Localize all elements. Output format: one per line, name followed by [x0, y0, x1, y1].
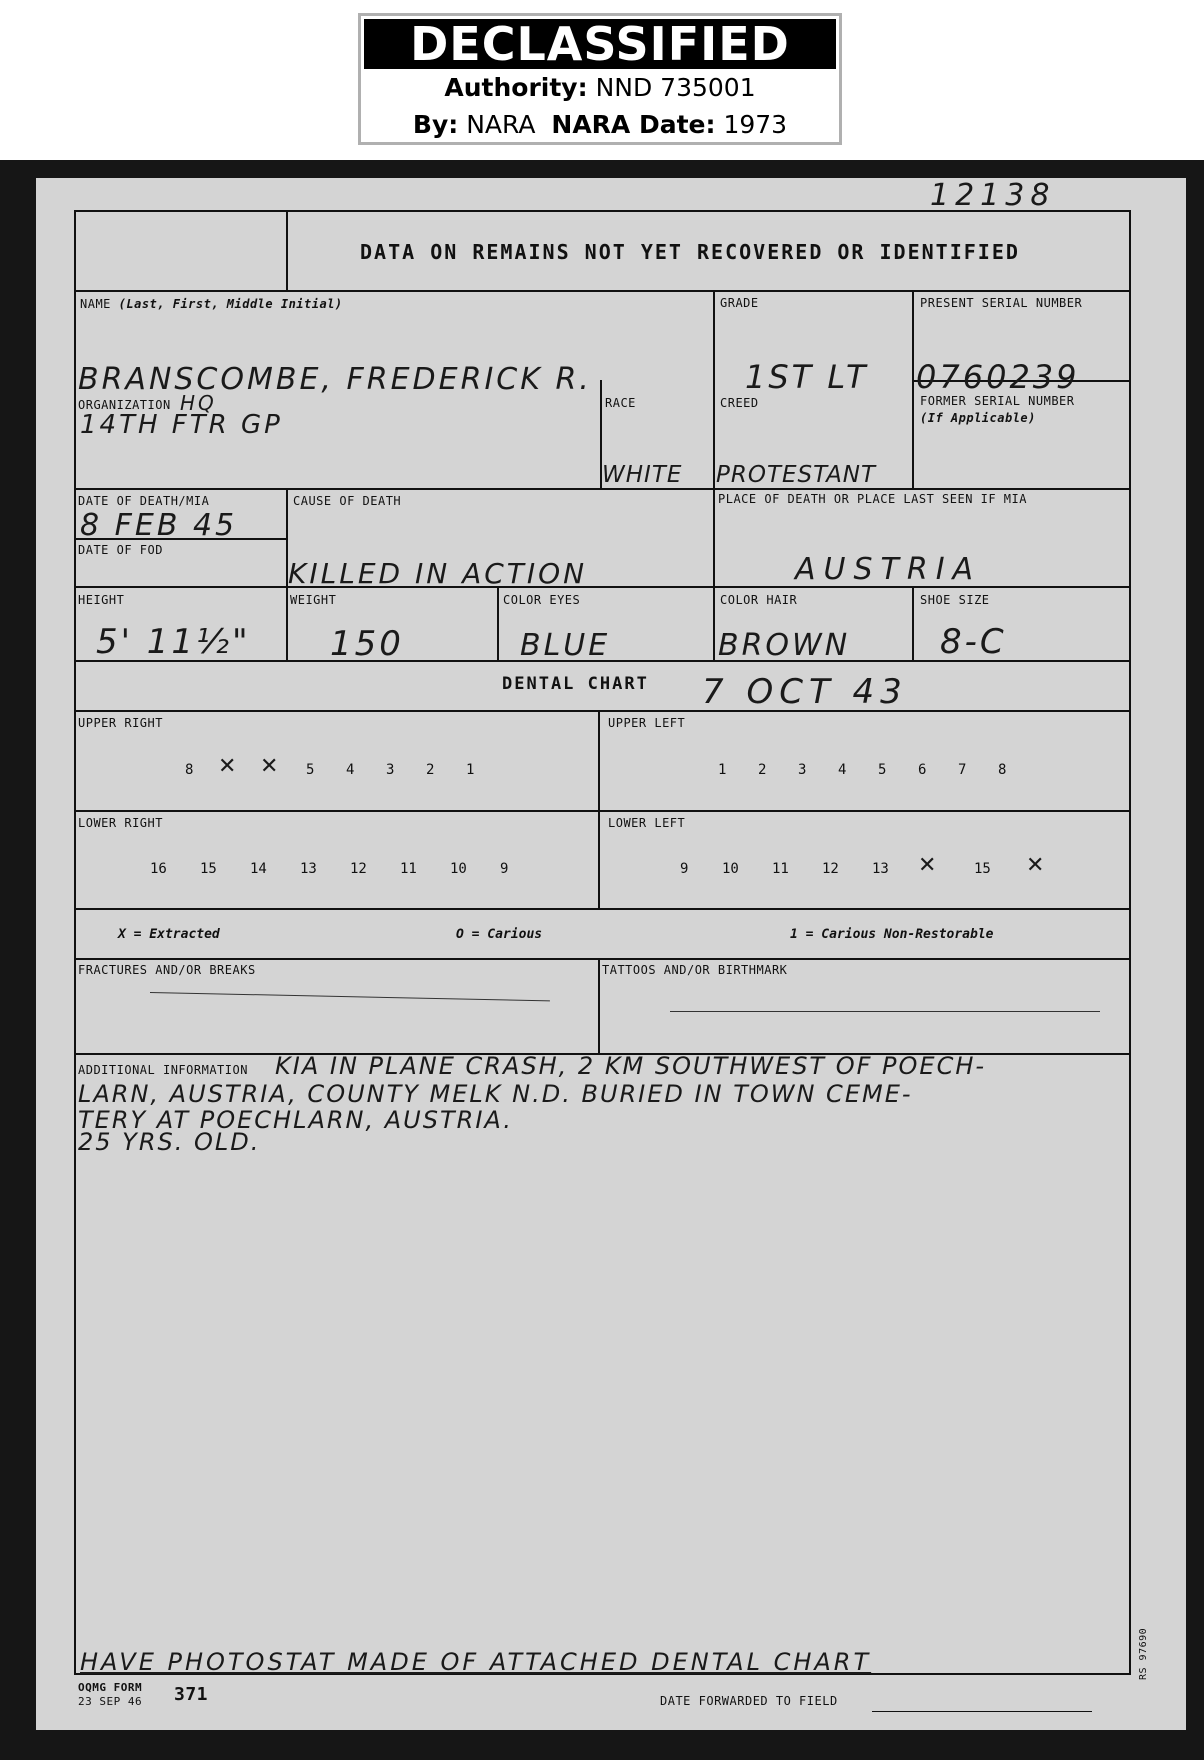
shoe-size-label: SHOE SIZE — [920, 593, 990, 607]
stamp-date-value: 1973 — [723, 110, 788, 139]
place-of-death-value: AUSTRIA — [795, 552, 982, 587]
form-number-label: OQMG FORM — [78, 1681, 143, 1694]
serial-value: 0760239 — [916, 358, 1080, 396]
tooth-number: 10 — [722, 861, 739, 877]
legend-extracted: X = Extracted — [118, 927, 220, 942]
additional-info-line: TERY AT POECHLARN, AUSTRIA. — [78, 1106, 513, 1134]
tooth-number: 12 — [350, 861, 367, 877]
stamp-by-value: NARA — [466, 110, 536, 139]
upper-left-label: UPPER LEFT — [608, 716, 686, 730]
additional-info-label: ADDITIONAL INFORMATION — [78, 1063, 248, 1077]
rule — [912, 290, 914, 488]
creed-value: PROTESTANT — [716, 462, 877, 488]
hair-value: BROWN — [718, 628, 851, 663]
legend-carious: O = Carious — [456, 927, 543, 942]
rule — [74, 710, 1131, 712]
stamp-authority — [361, 69, 839, 106]
color-eyes-label: COLOR EYES — [503, 593, 581, 607]
rule — [74, 908, 1131, 910]
tooth-number: 4 — [346, 762, 355, 778]
tooth-number: 13 — [872, 861, 889, 877]
tooth-number: 8 — [185, 762, 194, 778]
tooth-number: 4 — [838, 762, 847, 778]
former-serial-label: FORMER SERIAL NUMBER — [920, 394, 1075, 408]
tooth-number: 5 — [306, 762, 315, 778]
present-serial-label: PRESENT SERIAL NUMBER — [920, 296, 1083, 310]
rule — [598, 958, 600, 1053]
organization-label: ORGANIZATION — [78, 398, 171, 412]
tooth-number: 2 — [758, 762, 767, 778]
tooth-number: 1 — [466, 762, 475, 778]
tooth-number: 6 — [918, 762, 927, 778]
tooth-number: 3 — [386, 762, 395, 778]
rule — [74, 958, 1131, 960]
name-value: BRANSCOMBE, FREDERICK R. — [78, 362, 592, 397]
weight-label: WEIGHT — [290, 593, 337, 607]
form-title: DATA ON REMAINS NOT YET RECOVERED OR IDENTIFIED — [360, 240, 1020, 264]
stamp-authority-label: Authority: — [444, 73, 588, 102]
lower-right-label: LOWER RIGHT — [78, 816, 163, 830]
stamp-by-line — [361, 106, 839, 143]
legend-non-restorable: 1 = Carious Non-Restorable — [790, 927, 994, 942]
extracted-mark-icon: ✕ — [918, 853, 937, 878]
rule — [74, 488, 1131, 490]
organization-value-line2: 14TH FTR GP — [80, 410, 283, 440]
tooth-number: 1 — [718, 762, 727, 778]
former-serial-hint — [920, 411, 1036, 425]
rule — [713, 290, 715, 488]
name-label — [80, 297, 343, 311]
file-number-handwritten: 12138 — [930, 178, 1056, 213]
tooth-number: 15 — [974, 861, 991, 877]
extracted-mark-icon: ✕ — [1026, 853, 1045, 878]
rule — [713, 488, 715, 660]
date-of-death-value: 8 FEB 45 — [80, 508, 238, 543]
tooth-number: 12 — [822, 861, 839, 877]
rule — [598, 710, 600, 908]
additional-info-line: KIA IN PLANE CRASH, 2 KM SOUTHWEST OF POECH- — [275, 1052, 987, 1080]
tooth-number: 15 — [200, 861, 217, 877]
race-value: WHITE — [602, 462, 683, 488]
grade-label: GRADE — [720, 296, 759, 310]
former-serial-hint-text: (If Applicable) — [920, 411, 1036, 425]
rule — [912, 586, 914, 660]
tooth-number: 5 — [878, 762, 887, 778]
form-number: 371 — [174, 1684, 209, 1705]
place-of-death-label: PLACE OF DEATH OR PLACE LAST SEEN IF MIA — [718, 492, 1027, 506]
tooth-number: 7 — [958, 762, 967, 778]
tooth-number: 9 — [500, 861, 509, 877]
date-of-death-label: DATE OF DEATH/MIA — [78, 494, 210, 508]
extracted-mark-icon: ✕ — [260, 754, 279, 779]
tooth-number: 8 — [998, 762, 1007, 778]
stamp-title: DECLASSIFIED — [364, 19, 836, 69]
tooth-number: 3 — [798, 762, 807, 778]
date-forwarded-label: DATE FORWARDED TO FIELD — [660, 1694, 838, 1708]
rule — [286, 210, 288, 290]
stamp-date-label: NARA Date: — [551, 110, 716, 139]
tooth-number: 13 — [300, 861, 317, 877]
tooth-number: 10 — [450, 861, 467, 877]
color-hair-label: COLOR HAIR — [720, 593, 798, 607]
rule — [74, 810, 1131, 812]
tooth-number: 2 — [426, 762, 435, 778]
tattoos-dash-line — [670, 1011, 1100, 1012]
lower-left-label: LOWER LEFT — [608, 816, 686, 830]
dental-chart-date: 7 OCT 43 — [702, 672, 908, 712]
tooth-number: 9 — [680, 861, 689, 877]
height-label: HEIGHT — [78, 593, 125, 607]
rule — [74, 290, 1131, 292]
upper-right-label: UPPER RIGHT — [78, 716, 163, 730]
race-label: RACE — [605, 396, 636, 410]
additional-info-line: LARN, AUSTRIA, COUNTY MELK N.D. BURIED IN TOWN CEME- — [78, 1080, 913, 1108]
shoe-value: 8-C — [940, 622, 1007, 662]
cause-of-death-label: CAUSE OF DEATH — [293, 494, 402, 508]
fractures-label: FRACTURES AND/OR BREAKS — [78, 963, 256, 977]
name-label-hint: (Last, First, Middle Initial) — [118, 297, 343, 311]
additional-info-line: 25 YRS. OLD. — [78, 1128, 261, 1156]
rule — [497, 586, 499, 660]
stamp-authority-value: NND 735001 — [595, 73, 756, 102]
name-label-text: NAME — [80, 297, 111, 311]
height-value: 5' 11½" — [96, 622, 251, 662]
form-date: 23 SEP 46 — [78, 1695, 143, 1708]
tooth-number: 14 — [250, 861, 267, 877]
creed-label: CREED — [720, 396, 759, 410]
side-code: RS 97690 — [1138, 1627, 1149, 1680]
cause-of-death-value: KILLED IN ACTION — [288, 557, 588, 590]
tooth-number: 11 — [772, 861, 789, 877]
stamp-by-label: By: — [412, 110, 459, 139]
bottom-note: HAVE PHOTOSTAT MADE OF ATTACHED DENTAL CHART — [80, 1648, 872, 1676]
grade-value: 1ST LT — [745, 358, 869, 396]
extracted-mark-icon: ✕ — [218, 754, 237, 779]
dental-chart-label: DENTAL CHART — [502, 674, 649, 694]
tattoos-label: TATTOOS AND/OR BIRTHMARK — [602, 963, 788, 977]
date-forwarded-line — [872, 1711, 1092, 1712]
organization-value-line1: HQ — [180, 391, 217, 415]
tooth-number: 11 — [400, 861, 417, 877]
tooth-number: 16 — [150, 861, 167, 877]
eyes-value: BLUE — [520, 628, 611, 663]
weight-value: 150 — [330, 624, 404, 664]
declassified-stamp — [358, 13, 842, 145]
date-of-fod-label: DATE OF FOD — [78, 543, 163, 557]
